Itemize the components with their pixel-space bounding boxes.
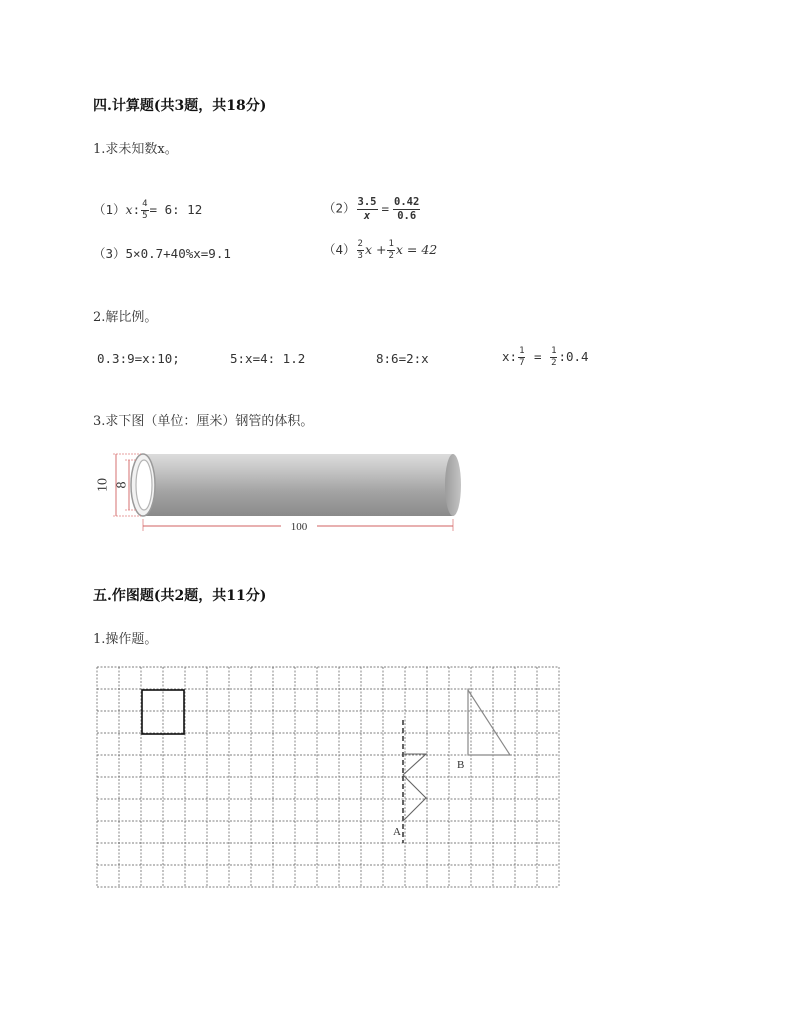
grid-lines bbox=[97, 667, 559, 887]
question-1-title: 1.求未知数x。 bbox=[93, 142, 178, 157]
proportion-1: 0.3:9=x:10; bbox=[97, 351, 180, 366]
question-5-1-title: 1.操作题。 bbox=[93, 632, 158, 647]
question-3-title: 3.求下图（单位：厘米）钢管的体积。 bbox=[93, 414, 314, 429]
proportion-3: 8:6=2:x bbox=[376, 351, 429, 366]
outer-diameter-label: 10 bbox=[95, 478, 111, 492]
half-figure-shape bbox=[403, 754, 426, 821]
point-b-label: B bbox=[457, 759, 465, 771]
drawing-grid bbox=[92, 662, 562, 892]
pipe-far-end bbox=[445, 454, 461, 516]
proportion-2: 5:x=4: 1.2 bbox=[230, 351, 306, 366]
steel-pipe-figure bbox=[95, 445, 475, 545]
equation-2: （2） $\frac{3.5}{x}$ = $\frac{0.42}{0.6}$ bbox=[323, 196, 420, 222]
equation-3: （3）5×0.7+40%x=9.1 bbox=[93, 246, 231, 261]
question-2-title: 2.解比例。 bbox=[93, 310, 158, 325]
equation-1: （1）x: $\frac{4}{5}$ = 6: 12 bbox=[93, 199, 203, 221]
equation-4: （4） $\frac{2}{3}$ x + $\frac{1}{2}$ x = 42 bbox=[323, 239, 438, 261]
point-a-label: A bbox=[393, 826, 401, 838]
pipe-body bbox=[141, 454, 453, 516]
triangle-shape bbox=[468, 690, 510, 755]
length-label: 100 bbox=[290, 521, 308, 533]
proportion-4: x: $\frac{1}{7}$ = $\frac{1}{2}$ :0.4 bbox=[502, 346, 589, 368]
section-4-title: 四.计算题(共3题，共18分) bbox=[93, 98, 267, 114]
inner-diameter-label: 8 bbox=[114, 481, 130, 489]
section-5-title: 五.作图题(共2题，共11分) bbox=[93, 588, 267, 604]
pipe-inner-rim bbox=[136, 460, 152, 510]
